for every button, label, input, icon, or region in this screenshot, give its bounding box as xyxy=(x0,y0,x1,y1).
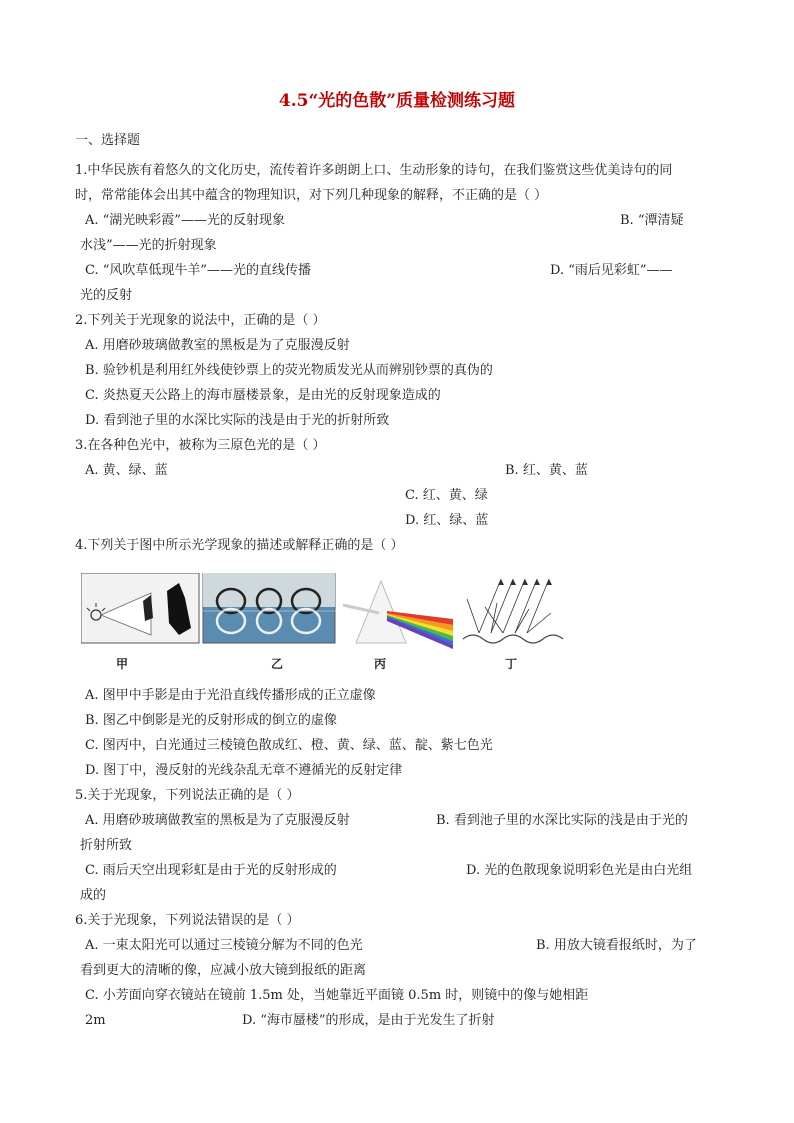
q4-option-d: D. 图丁中，漫反射的光线杂乱无章不遵循光的反射定律 xyxy=(85,763,403,778)
figure-yi-reflection xyxy=(203,573,335,643)
q6-option-c-cont: 2m xyxy=(85,1013,106,1028)
q5-stem: 5.关于光现象，下列说法正确的是（ ） xyxy=(75,788,300,803)
q3-stem: 3.在各种色光中，被称为三原色光的是（ ） xyxy=(75,438,326,453)
q1-option-d-cont: 光的反射 xyxy=(80,288,133,303)
q5-option-b-cont: 折射所致 xyxy=(80,838,133,853)
section-heading: 一、选择题 xyxy=(75,133,141,148)
q2-option-a: A. 用磨砂玻璃做教室的黑板是为了克服漫反射 xyxy=(85,338,350,353)
q5-option-b: B. 看到池子里的水深比实际的浅是由于光的 xyxy=(436,813,688,828)
q3-option-b: B. 红、黄、蓝 xyxy=(505,463,588,478)
q2-stem: 2.下列关于光现象的说法中，正确的是（ ） xyxy=(75,313,326,328)
figure-label-jia: 甲 xyxy=(116,657,129,671)
q6-option-b-cont: 看到更大的清晰的像，应减小放大镜到报纸的距离 xyxy=(80,963,367,978)
q1-option-c: C. “风吹草低现牛羊”——光的直线传播 xyxy=(85,263,312,278)
figure-label-bing: 丙 xyxy=(374,657,387,671)
q2-option-d: D. 看到池子里的水深比实际的浅是由于光的折射所致 xyxy=(85,413,390,428)
q6-option-b: B. 用放大镜看报纸时，为了 xyxy=(536,938,697,953)
q1-option-b-cont: 水浅”——光的折射现象 xyxy=(80,238,217,253)
q1-option-b: B. “潭清疑 xyxy=(620,213,684,228)
optics-figure-illustration xyxy=(81,573,581,653)
q1-option-d: D. “雨后见彩虹”—— xyxy=(550,263,673,278)
figure-ding-diffuse-reflection xyxy=(463,579,563,643)
q3-option-d: D. 红、绿、蓝 xyxy=(405,513,489,528)
q6-option-a: A. 一束太阳光可以通过三棱镜分解为不同的色光 xyxy=(85,938,363,953)
q1-stem-line2: 时，常常能体会出其中蕴含的物理知识，对下列几种现象的解释，不正确的是（ ） xyxy=(75,188,548,203)
figure-label-ding: 丁 xyxy=(505,657,518,671)
q1-stem-line1: 1.中华民族有着悠久的文化历史，流传着许多朗朗上口、生动形象的诗句，在我们鉴赏这些优美诗句的同 xyxy=(75,163,673,178)
q1-option-a: A. “湖光映彩霞”——光的反射现象 xyxy=(85,213,285,228)
q5-option-d-cont: 成的 xyxy=(80,888,107,903)
q5-option-d: D. 光的色散现象说明彩色光是由白光组 xyxy=(466,863,693,878)
figure-bing-prism xyxy=(343,581,453,649)
q6-stem: 6.关于光现象，下列说法错误的是（ ） xyxy=(75,913,300,928)
q2-option-b: B. 验钞机是利用红外线使钞票上的荧光物质发光从而辨别钞票的真伪的 xyxy=(85,363,493,378)
q3-option-c: C. 红、黄、绿 xyxy=(405,488,488,503)
q5-option-c: C. 雨后天空出现彩虹是由于光的反射形成的 xyxy=(85,863,337,878)
q4-stem: 4.下列关于图中所示光学现象的描述或解释正确的是（ ） xyxy=(75,538,404,553)
q5-option-a: A. 用磨砂玻璃做教室的黑板是为了克服漫反射 xyxy=(85,813,350,828)
figure-label-yi: 乙 xyxy=(271,657,284,671)
figure-jia-hand-shadow xyxy=(81,573,199,643)
q6-option-d: D. “海市蜃楼”的形成，是由于光发生了折射 xyxy=(242,1013,495,1028)
q2-option-c: C. 炎热夏天公路上的海市蜃楼景象，是由光的反射现象造成的 xyxy=(85,388,441,403)
q3-option-a: A. 黄、绿、蓝 xyxy=(85,463,168,478)
page-title: 4.5“光的色散”质量检测练习题 xyxy=(278,91,516,111)
q6-option-c: C. 小芳面向穿衣镜站在镜前 1.5m 处，当她靠近平面镜 0.5m 时，则镜中的像与她相距 xyxy=(85,988,589,1003)
q4-option-a: A. 图甲中手影是由于光沿直线传播形成的正立虚像 xyxy=(85,688,376,703)
q4-option-c: C. 图丙中，白光通过三棱镜色散成红、橙、黄、绿、蓝、靛、紫七色光 xyxy=(85,738,493,753)
q4-option-b: B. 图乙中倒影是光的反射形成的倒立的虚像 xyxy=(85,713,337,728)
